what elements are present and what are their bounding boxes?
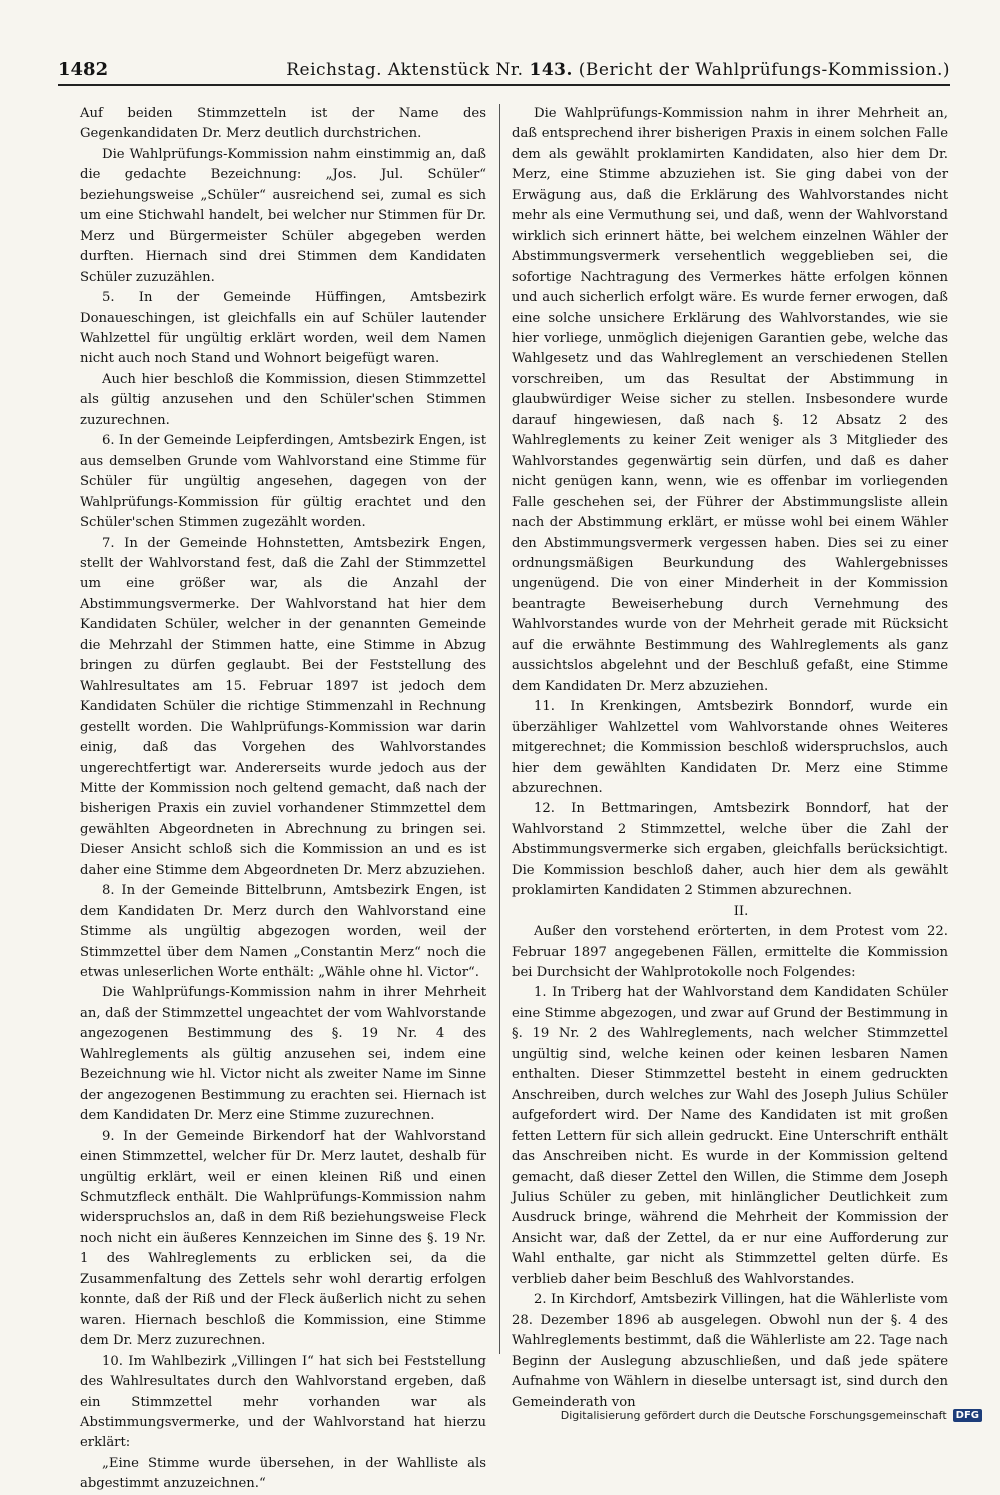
paragraph: Auch hier beschloß die Kommission, diesen Stimmzettel als gültig anzusehen und den Schüler'schen Stimmen zuzurechnen. — [80, 371, 486, 428]
paragraph: 6. In der Gemeinde Leipferdingen, Amtsbezirk Engen, ist aus demselben Grunde vom Wahlvorstand eine Stimme für Schüler für ungültig angesehen, dagegen von der Wahlprüfungs-Kommission für gültig erachtet und den Schüler'schen Stimmen zugezählt worden. — [80, 433, 486, 531]
footer — [561, 1409, 982, 1422]
paragraph: 12. In Bettmaringen, Amtsbezirk Bonndorf, hat der Wahlvorstand 2 Stimmzettel, welche über die Zahl der Abstimmungsvermerke sich ergaben, gleichfalls berücksichtigt. Die Kommission beschloß daher, auch hier dem als gewählt proklamirten Kandidaten 2 Stimmen abzurechnen. — [512, 801, 948, 899]
running-title — [286, 56, 950, 84]
paragraph: Die Wahlprüfungs-Kommission nahm einstimmig an, daß die gedachte Bezeichnung: „Jos. Jul. Schüler“ beziehungsweise „Schüler“ ausreichend sei, zumal es sich um eine Stichwahl handelt, bei welcher nur Stimmen für Dr. Merz und Bürgermeister Schüler abgegeben werden durften. Hiernach sind drei Stimmen dem Kandidaten Schüler zuzuzählen. — [80, 146, 486, 285]
paragraph: 9. In der Gemeinde Birkendorf hat der Wahlvorstand einen Stimmzettel, welcher für Dr. Merz lautet, deshalb für ungültig erklärt, weil er einen kleinen Riß und einen Schmutzfleck enthält. Die Wahlprüfungs-Kommission nahm widerspruchslos an, daß in dem Riß beziehungsweise Fleck noch nicht ein äußeres Kennzeichen im Sinne des §. 19 Nr. 1 des Wahlreglements zu erblicken sei, da die Zusammenfaltung des Zettels sehr wohl derartig erfolgen konnte, daß der Riß und der Fleck äußerlich nicht zu sehen waren. Hiernach beschloß die Kommission, eine Stimme dem Dr. Merz zuzurechnen. — [80, 1128, 486, 1349]
paragraph: 11. In Krenkingen, Amtsbezirk Bonndorf, wurde ein überzähliger Wahlzettel vom Wahlvorstande ohnes Weiteres mitgerechnet; die Kommission beschloß widerspruchslos, auch hier dem gewählten Kandidaten Dr. Merz eine Stimme abzurechnen. — [512, 699, 948, 796]
paragraph: 2. In Kirchdorf, Amtsbezirk Villingen, hat die Wählerliste vom 28. Dezember 1896 ab ausgelegen. Obwohl nun der §. 4 des Wahlreglements bestimmt, daß die Wählerliste am 22. Tage nach Beginn der Auslegung abzuschließen, und daß jede spätere Aufnahme von Wählern in dieselbe untersagt ist, sind durch den Gemeinderath von — [512, 1292, 948, 1410]
document-number: 143. — [529, 60, 573, 80]
running-title-aktenstueck: Aktenstück Nr. — [387, 60, 524, 80]
right-column — [512, 104, 948, 1413]
paragraph: Außer den vorstehend erörterten, in dem Protest vom 22. Februar 1897 angegebenen Fällen, ermittelte die Kommission bei Durchsicht der Wahlprotokolle noch Folgendes: — [512, 924, 948, 981]
section-heading: II. — [733, 903, 749, 919]
page-number: 1482 — [58, 59, 109, 80]
paragraph: 10. Im Wahlbezirk „Villingen I“ hat sich bei Feststellung des Wahlresultates durch den Wahlvorstand ergeben, daß ein Stimmzettel mehr vorhanden war als Abstimmungsvermerke, und der Wahlvorstand hat hierzu erklärt: — [80, 1353, 486, 1451]
running-title-report: (Bericht der Wahlprüfungs-Kommission.) — [578, 60, 950, 80]
paragraph: Die Wahlprüfungs-Kommission nahm in ihrer Mehrheit an, daß entsprechend ihrer bisherigen Praxis in einem solchen Falle dem als gewählt proklamirten Kandidaten, also hier dem Dr. Merz, eine Stimme abzuziehen ist. Sie ging dabei von der Erwägung aus, daß die Erklärung des Wahlvorstandes nicht mehr als eine Vermuthung sei, und daß, wenn der Wahlvorstand wirklich sich erinnert hätte, bei welchem einzelnen Wähler der Abstimmungsvermerk versehentlich weggeblieben sei, die sofortige Nachtragung des Vermerkes hätte erfolgen können und auch sicherlich erfolgt wäre. Es wurde ferner erwogen, daß eine solche unsichere Erklärung des Wahlvorstandes, wie sie hier vorliege, unmöglich diejenigen Garantien gebe, welche das Wahlgesetz und das Wahlreglement an verschiedenen Stellen vorschreiben, um das Resultat der Abstimmung in glaubwürdiger Weise sicher zu stellen. Insbesondere wurde darauf hingewiesen, daß nach §. 12 Absatz 2 des Wahlreglements zu keiner Zeit weniger als 3 Mitglieder des Wahlvorstandes gegenwärtig sein dürfen, und daß es daher nicht genügen kann, wenn, wie es offenbar im vorliegenden Falle geschehen sei, der Führer der Abstimmungsliste allein nach der Abstimmung erklärt, er müsse wohl bei einem Wähler den Abstimmungsvermerk vergessen haben. Dies sei zu einer ordnungsmäßigen Beurkundung des Wahlergebnisses ungenügend. Die von einer Minderheit in der Kommission beantragte Beweiserhebung durch Vernehmung des Wahlvorstandes wurde von der Mehrheit gerade mit Rücksicht auf die erwähnte Bestimmung des Wahlreglements als ganz aussichtslos abgelehnt und der Beschluß gefaßt, eine Stimme dem Kandidaten Dr. Merz abzuziehen. — [512, 106, 948, 694]
left-column — [80, 104, 486, 1495]
paragraph: 1. In Triberg hat der Wahlvorstand dem Kandidaten Schüler eine Stimme abgezogen, und zwar auf Grund der Bestimmung in §. 19 Nr. 2 des Wahlreglements, nach welcher Stimmzettel ungültig sind, welche keinen oder keinen lesbaren Namen enthalten. Dieser Stimmzettel besteht in einem gedruckten Anschreiben, durch welches zur Wahl des Joseph Julius Schüler aufgefordert wird. Der Name des Kandidaten ist mit großen fetten Lettern für sich allein gedruckt. Eine Unterschrift enthält das Anschreiben nicht. Es wurde in der Kommission geltend gemacht, daß dieser Zettel den Willen, die Stimme dem Joseph Julius Schüler zu geben, mit hinlänglicher Deutlichkeit zum Ausdruck bringe, während die Mehrheit der Kommission der Ansicht war, daß der Zettel, da er nur eine Aufforderung zur Wahl enthalte, gar nicht als Stimmzettel gelten dürfe. Es verblieb daher beim Beschluß des Wahlvorstandes. — [512, 985, 948, 1287]
quotation: „Eine Stimme wurde übersehen, in der Wahlliste als abgestimmt anzuzeichnen.“ — [80, 1455, 486, 1492]
footer-credit: Digitalisierung gefördert durch die Deutsche Forschungsgemeinschaft — [560, 1409, 947, 1422]
paragraph: 5. In der Gemeinde Hüffingen, Amtsbezirk Donaueschingen, ist gleichfalls ein auf Schüler lautender Wahlzettel für ungültig erklärt worden, weil dem Namen nicht auch noch Stand und Wohnort beigefügt waren. — [80, 290, 486, 367]
paragraph: 7. In der Gemeinde Hohnstetten, Amtsbezirk Engen, stellt der Wahlvorstand fest, daß die Zahl der Stimmzettel um eine größer war, als die Anzahl der Abstimmungsvermerke. Der Wahlvorstand hat hier dem Kandidaten Schüler, welcher in der genannten Gemeinde die Mehrzahl der Stimmen hatte, eine Stimme in Abzug bringen zu dürfen geglaubt. Bei der Feststellung des Wahlresultates am 15. Februar 1897 ist jedoch dem Kandidaten Schüler die richtige Stimmenzahl in Rechnung gestellt worden. Die Wahlprüfungs-Kommission war darin einig, daß das Vorgehen des Wahlvorstandes ungerechtfertigt war. Andererseits wurde jedoch aus der Mitte der Kommission noch geltend gemacht, daß nach der bisherigen Praxis ein zuviel vorhandener Stimmzettel dem gewählten Abgeordneten in Abrechnung zu bringen sei. Dieser Ansicht schloß sich die Kommission an und es ist daher eine Stimme dem Abgeordneten Dr. Merz abzuziehen. — [80, 535, 486, 878]
page-header — [58, 52, 950, 86]
paragraph: 8. In der Gemeinde Bittelbrunn, Amtsbezirk Engen, ist dem Kandidaten Dr. Merz durch den Wahlvorstand eine Stimme als ungültig abgezogen worden, weil der Stimmzettel über dem Namen „Constantin Merz“ noch die etwas unleserlichen Worte enthält: „Wähle ohne hl. Victor“. — [80, 883, 486, 981]
paragraph: Auf beiden Stimmzetteln ist der Name des Gegenkandidaten Dr. Merz deutlich durchstrichen. — [80, 106, 486, 142]
column-divider — [499, 104, 500, 1354]
paragraph: Die Wahlprüfungs-Kommission nahm in ihrer Mehrheit an, daß der Stimmzettel ungeachtet der vom Wahlvorstande angezogenen Bestimmung des §. 19 Nr. 4 des Wahlreglements als gültig anzusehen sei, indem eine Bezeichnung wie hl. Victor nicht als zweiter Name im Sinne der angezogenen Bestimmung zu erachten sei. Hiernach ist dem Kandidaten Dr. Merz eine Stimme zuzurechnen. — [80, 985, 486, 1124]
running-title-reichstag: Reichstag. — [286, 60, 382, 80]
dfg-logo-icon: DFG — [953, 1409, 982, 1422]
